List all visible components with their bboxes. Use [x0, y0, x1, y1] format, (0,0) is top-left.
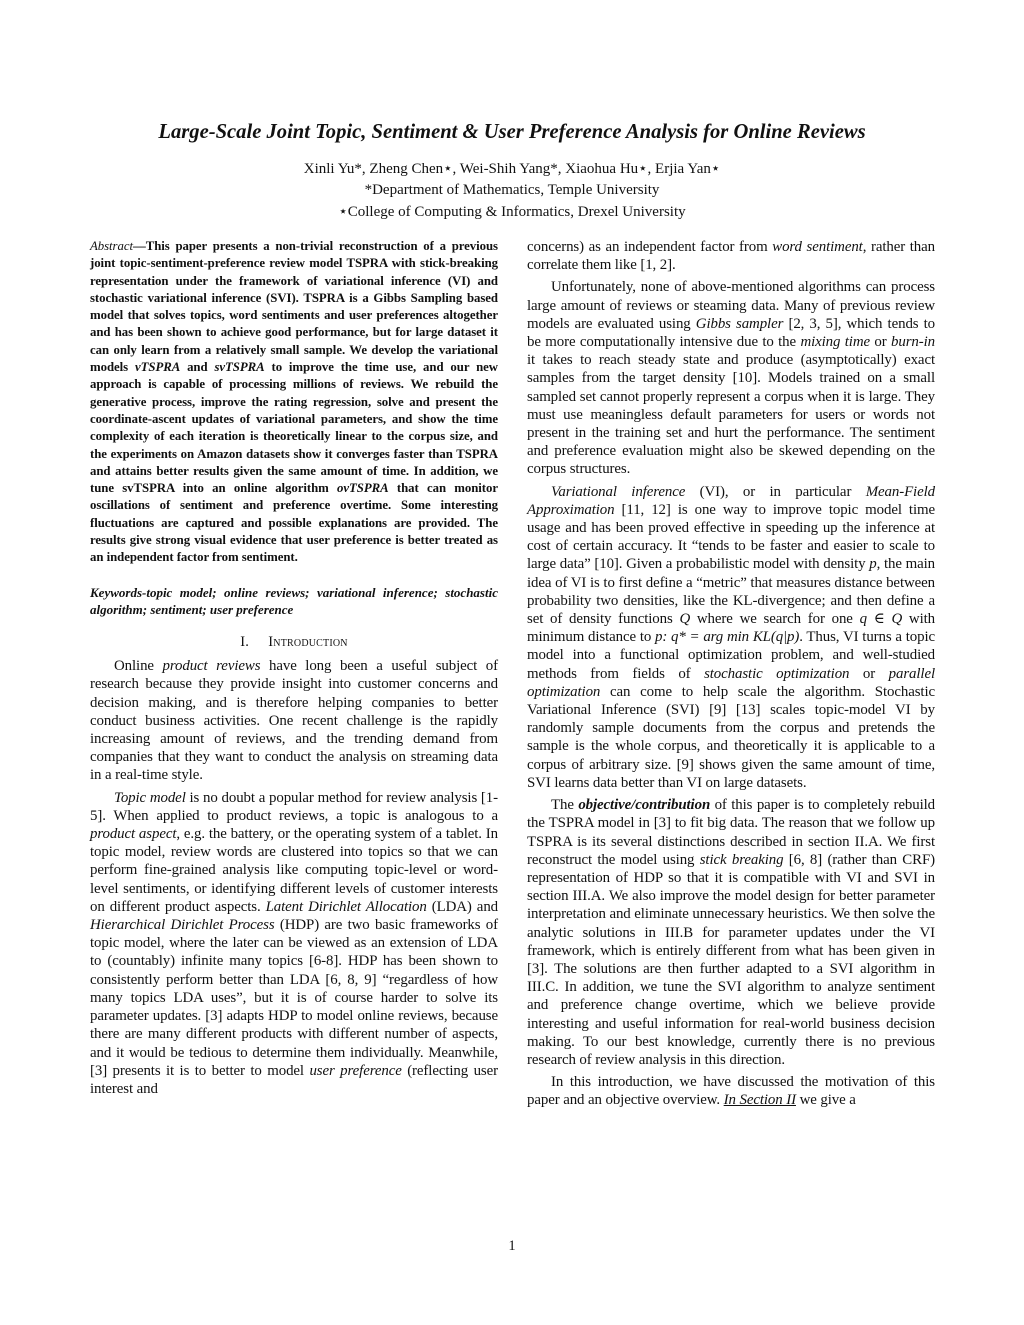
text-span: or — [870, 334, 891, 351]
math-q-in-Q: q ∈ Q — [859, 611, 903, 628]
intro-paragraph-4 — [527, 483, 935, 792]
abstract-svtspra: svTSPRA — [214, 360, 265, 375]
text-span: is no doubt a popular method for review analysis [1-5]. When applied to product reviews, a topic is analogous to a — [90, 789, 498, 824]
text-span: The — [551, 797, 579, 814]
keywords: Keywords-topic model; online reviews; variational inference; stochastic algorithm; sentiment; user preference — [90, 584, 498, 617]
emphasis-stick-breaking: stick breaking — [699, 851, 784, 868]
emphasis-user-preference: user preference — [309, 1062, 402, 1079]
abstract-text-4: that can monitor oscillations of sentiment and preference overtime. Some interesting fluctuations are captured and possible explanations are provided. The results give strong visual evidence that user preference is better treated as an independent factor from sentiment. — [90, 481, 498, 565]
text-span: have long been a useful subject of research because they provide insight into customer concerns and decision making, and is therefore helping companies to better conduct business activities. One recent challenge is the rapidly increasing amount of reviews, and the trending demand from companies that they want to conduct the analysis on streaming data in a real-time style. — [90, 658, 498, 784]
intro-paragraph-2-continued — [527, 238, 935, 274]
text-span: Online — [114, 658, 163, 675]
emphasis-product-aspect: product aspect — [90, 826, 177, 843]
intro-paragraph-5 — [527, 796, 935, 1069]
text-span: [11, 12] is one way to improve topic model time usage and has been proved effective in speeding up the inference at cost of certain accuracy. It “tends to be faster and easier to scale to large data” [10]. Given a probabilistic model with density — [527, 501, 935, 573]
emphasis-burn-in: burn-in — [891, 334, 935, 351]
text-span: (HDP) are two basic frameworks of topic model, where the later can be viewed as an extension of LDA to (countably) infinite many topics [6-8]. HDP has been shown to consistently perform better than LDA [6, 8, 9] “regardless of how many topics LDA uses”, but it is of course harder to solve its parameter updates. [3] adapts HDP to model online reviews, because there are many different products with different number of aspects, and it would be tedious to determine them individually. Meanwhile, [3] presents it is to better to model — [90, 917, 498, 1079]
emphasis-variational-inference: Variational inference — [551, 483, 686, 500]
text-span: where we search for one — [690, 611, 860, 628]
text-span: [2, 3, 5], which tends to be more computationally intensive due to the — [527, 315, 936, 351]
abstract-label: Abstract — [90, 239, 133, 253]
math-argmin-formula: p: q* = arg min KL(q|p) — [655, 629, 800, 646]
text-span: (LDA) and — [426, 898, 499, 915]
text-span: (reflecting user interest and — [90, 1062, 498, 1097]
text-span: (VI), or in particular — [685, 483, 866, 500]
text-span: it takes to reach steady state and produce (asymptotically) exact samples from the target density [10]. Models trained on a small sampled set cannot properly represent a corpus when it is large. They must use meaningless default parameters for users or words not present in the training set and hurt the performance. The sentiment and preference evaluation might also be skewed depending on the corpus structures. — [527, 352, 935, 478]
text-span: or — [849, 665, 889, 682]
right-column — [527, 238, 935, 1110]
page-number: 1 — [508, 1238, 516, 1254]
section-number: I. — [240, 634, 250, 651]
section-title: Introduction — [268, 634, 348, 651]
text-span: . Thus, VI turns a topic model into a functional optimization problem, and well-studied methods from fields of — [527, 629, 935, 682]
text-span: of this paper is to completely rebuild the TSPRA model in [3] to fit big data. The reason that we follow up TSPRA is its several distinctions described in section II.A. We first reconstruct the model using — [527, 797, 935, 868]
text-span: , rather than correlate them like [1, 2]. — [527, 239, 935, 274]
emphasis-hdp: Hierarchical Dirichlet Process — [90, 917, 275, 934]
emphasis-stochastic-optimization: stochastic optimization — [704, 665, 850, 682]
abstract-dash: — — [132, 239, 146, 253]
abstract-ovtspra: ovTSPRA — [337, 481, 389, 496]
emphasis-mixing-time: mixing time — [800, 334, 870, 351]
emphasis-parallel-optimization: parallel optimization — [527, 665, 936, 700]
text-span: with minimum distance to — [527, 611, 935, 646]
abstract-text-1: This paper presents a non-trivial reconstruction of a previous joint topic-sentiment-preference review model TSPRA with stick-breaking representation under the framework of variational inference (VI) and stochastic variational inference (SVI). TSPRA is a Gibbs Sampling based model that solves topics, word sentiments and user preferences altogether and has been shown to achieve good performance, but for large dataset it can only learn from a relatively small sample. We develop the variational models — [90, 239, 498, 375]
intro-paragraph-6 — [527, 1073, 935, 1109]
emphasis-gibbs-sampler: Gibbs sampler — [695, 315, 784, 332]
text-span: concerns) as an independent factor from — [527, 239, 773, 255]
text-span: In this introduction, we have discussed the motivation of this paper and an objective overview. — [527, 1074, 935, 1109]
emphasis-topic-model: Topic model — [114, 789, 186, 806]
paper-title: Large-Scale Joint Topic, Sentiment & User Preference Analysis for Online Reviews — [158, 121, 866, 143]
abstract-text-2: and — [180, 360, 215, 375]
affiliation-1: *Department of Mathematics, Temple University — [364, 182, 660, 198]
intro-paragraph-2 — [90, 789, 498, 1098]
abstract-vtspra: vTSPRA — [134, 360, 181, 375]
math-Q: Q — [679, 611, 691, 628]
text-span: , the main idea of VI is to first define a “metric” that measures distance between probability two densities, like the KL-divergence; and then define a set of density functions — [527, 556, 935, 628]
emphasis-objective-contribution: objective/contribution — [578, 797, 711, 814]
intro-paragraph-1 — [90, 657, 498, 784]
math-p: p — [869, 556, 877, 573]
emphasis-word-sentiment: word sentiment — [772, 239, 863, 255]
emphasis-product-reviews: product reviews — [162, 658, 261, 675]
text-span: can come to help scale the algorithm. Stochastic Variational Inference (SVI) [9] [13] scales topic-model VI by randomly sample documents from the corpus and pretends the sample is the whole corpus, and theoretically it is applicable to a corpus of arbitrary size. [9] shows given the same amount of time, SVI learns data better than VI on large datasets. — [527, 683, 935, 791]
abstract-text-3: to improve the time use, and our new approach is capable of processing millions of reviews. We rebuild the generative process, improve the rating regression, solve and present the coordinate-ascent updates of variational parameters, and show the time complexity of each iteration is theoretically linear to the corpus size, and the experiments on Amazon datasets show it converges faster than TSPRA and attains better results given the same amount of time. In addition, we tune svTSPRA into an online algorithm — [90, 360, 498, 496]
text-span: [6, 8] (rather than CRF) representation of HDP so that it is compatible with VI and SVI in section III.A. We also improve the model design for better parameter interpretation and eliminate unnecessary heuristics. We then solve the analytic solutions in III.B for parameter updates under the VI framework, which is entirely different from what has been given in [3]. The solutions are then further adapted to a SVI algorithm in III.C. In addition, we tune the SVI algorithm to analyze sentiment and preference change overtime, which we believe provide interesting and useful information for real-world business decision making. To our best knowledge, currently there is no previous research of review analysis in this direction. — [527, 851, 936, 1068]
text-span: we give a — [795, 1092, 856, 1109]
section-heading-introduction — [90, 634, 498, 651]
text-span: Unfortunately, none of above-mentioned algorithms can process large amount of reviews or steaming data. Many of previous review models are evaluated using — [527, 279, 935, 332]
affiliation-2: ⋆College of Computing & Informatics, Drexel University — [338, 204, 686, 220]
emphasis-lda: Latent Dirichlet Allocation — [265, 898, 427, 915]
left-column — [90, 238, 498, 1098]
text-span: , e.g. the battery, or the operating system of a tablet. In topic model, review words are clustered into topics so that we can perform fine-grained analysis like computing topic-level or word-level sentiments, or identifying different levels of customer interests on different product aspects. — [90, 826, 498, 915]
emphasis-mean-field: Mean-Field Approximation — [527, 483, 935, 518]
author-list: Xinli Yu*, Zheng Chen⋆, Wei-Shih Yang*, Xiaohua Hu⋆, Erjia Yan⋆ — [303, 161, 721, 177]
section-ii-link[interactable]: In Section II — [723, 1092, 796, 1109]
abstract — [90, 238, 498, 567]
intro-paragraph-3 — [527, 278, 935, 478]
